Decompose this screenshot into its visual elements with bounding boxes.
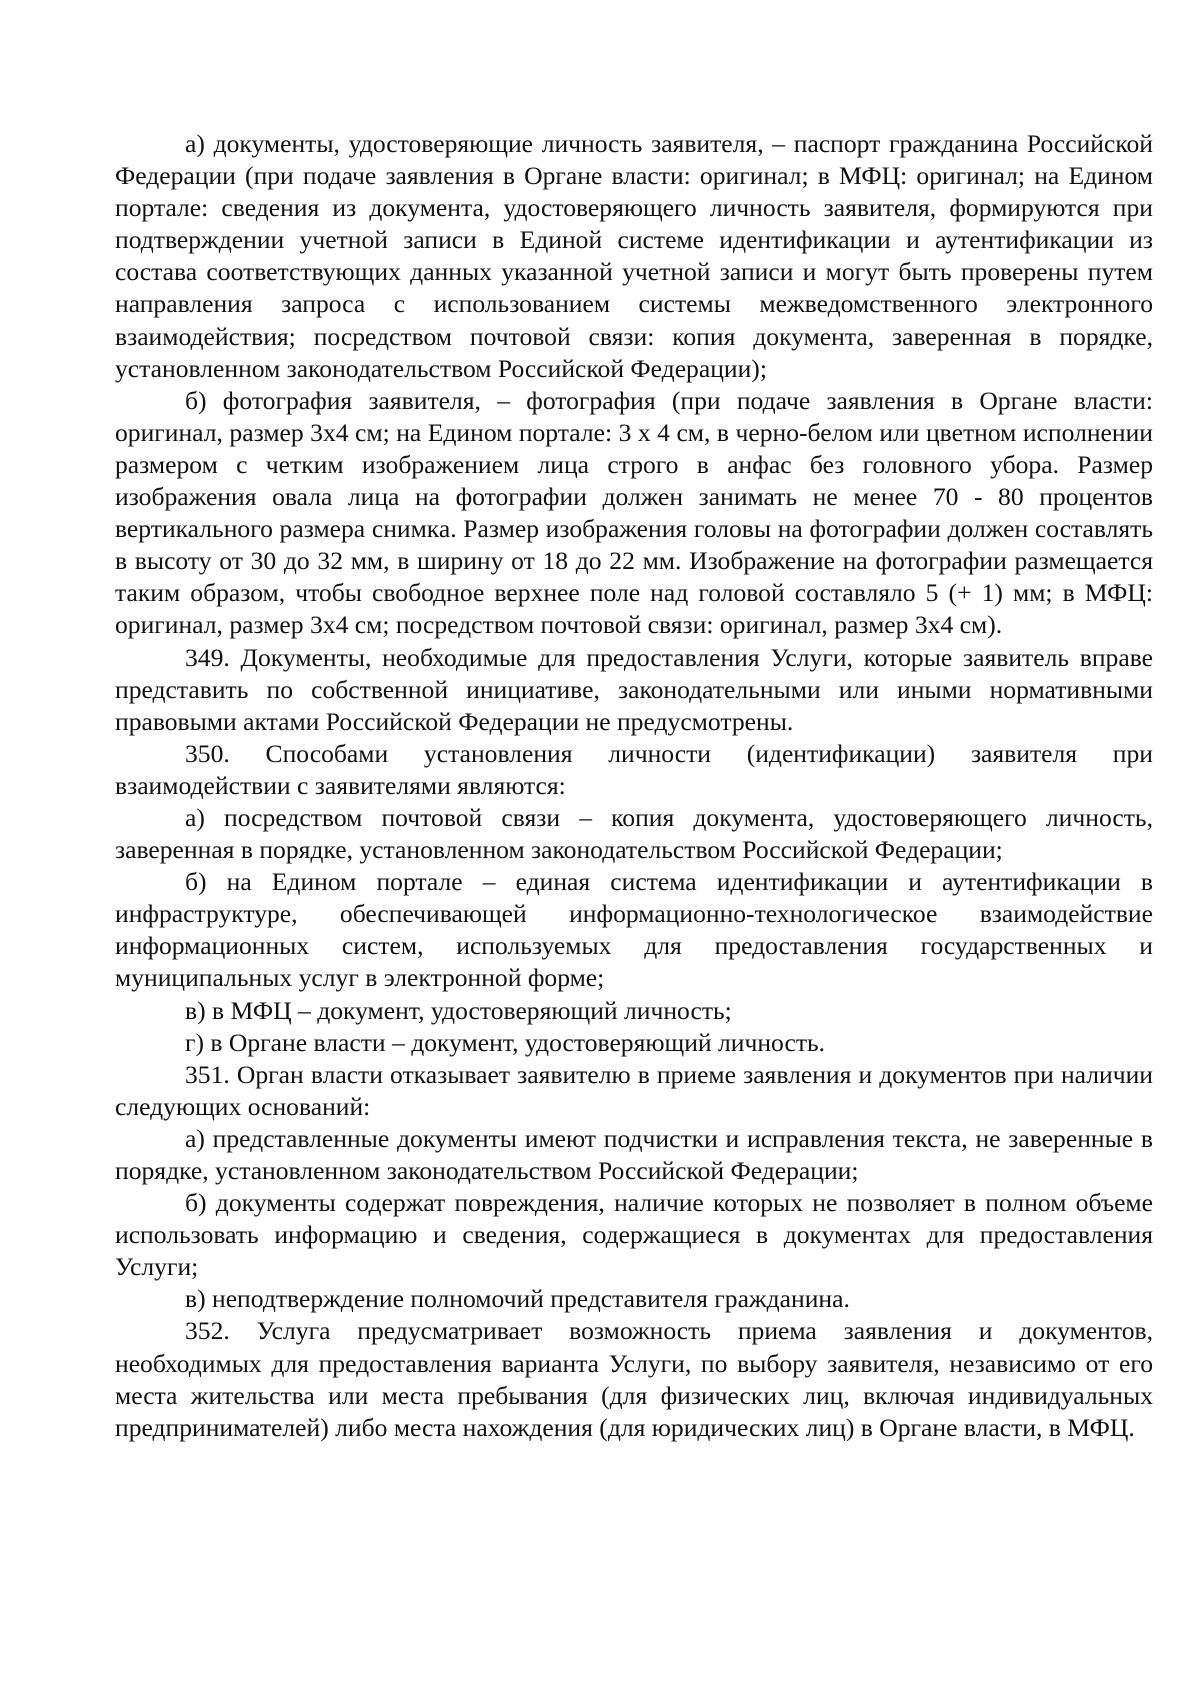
paragraph-350v: в) в МФЦ – документ, удостоверяющий личность; xyxy=(185,995,732,1025)
paragraph-349: 349. Документы, необходимые для предоставления Услуги, которые заявитель вправе представить по собственной инициативе, законодательными или иными нормативными правовыми актами Российской Федерации не предусмотрены. xyxy=(115,642,1153,736)
paragraph-348b: б) фотография заявителя, – фотография (при подаче заявления в Органе власти: оригинал, размер 3x4 см; на Едином портале: 3 x 4 см, в черно-белом или цветном исполнении размером с четким изображением лица строго в анфас без головного убора. Размер изображения овала лица на фотографии должен занимать не менее 70 - 80 процентов вертикального размера снимка. Размер изображения головы на фотографии должен составлять в высоту от 30 до 32 мм, в ширину от 18 до 22 мм. Изображение на фотографии размещается таким образом, чтобы свободное верхнее поле над головой составляло 5 (+ 1) мм; в МФЦ: оригинал, размер 3x4 см; посредством почтовой связи: оригинал, размер 3x4 см). xyxy=(115,385,1153,640)
paragraph-351a: а) представленные документы имеют подчистки и исправления текста, не заверенные в порядке, установленном законодательством Российской Федерации; xyxy=(115,1123,1153,1185)
paragraph-351v: в) неподтверждение полномочий представителя гражданина. xyxy=(185,1284,850,1314)
paragraph-350a: а) посредством почтовой связи – копия документа, удостоверяющего личность, заверенная в порядке, установленном законодательством Российской Федерации; xyxy=(115,802,1153,865)
paragraph-351b: б) документы содержат повреждения, наличие которых не позволяет в полном объеме использовать информацию и сведения, содержащиеся в документах для предоставления Услуги; xyxy=(115,1188,1153,1282)
paragraph-350g: г) в Органе власти – документ, удостоверяющий личность. xyxy=(185,1027,826,1057)
paragraph-352: 352. Услуга предусматривает возможность приема заявления и документов, необходимых для предоставления варианта Услуги, по выбору заявителя, независимо от его места жительства или места пребывания (для физических лиц, включая индивидуальных предпринимателей) либо места нахождения (для юридических лиц) в Органе власти, в МФЦ. xyxy=(115,1316,1153,1442)
paragraph-351: 351. Орган власти отказывает заявителю в приеме заявления и документов при наличии следующих оснований: xyxy=(115,1059,1153,1121)
paragraph-350: 350. Способами установления личности (идентификации) заявителя при взаимодействии с заявителями являются: xyxy=(115,738,1153,800)
paragraph-350b: б) на Едином портале – единая система идентификации и аутентификации в инфраструктуре, обеспечивающей информационно-технологическое взаимодействие информационных систем, используемых для предоставления государственных и муниципальных услуг в электронной форме; xyxy=(115,867,1153,993)
paragraph-348a: а) документы, удостоверяющие личность заявителя, – паспорт гражданина Российской Федерации (при подаче заявления в Органе власти: оригинал; в МФЦ: оригинал; на Едином портале: сведения из документа, удостоверяющего личность заявителя, формируются при подтверждении учетной записи в Единой системе идентификации и аутентификации из состава соответствующих данных указанной учетной записи и могут быть проверены путем направления запроса с использованием системы межведомственного электронного взаимодействия; посредством почтовой связи: копия документа, заверенная в порядке, установленном законодательством Российской Федерации); xyxy=(115,129,1153,383)
document-page xyxy=(115,128,1153,1444)
